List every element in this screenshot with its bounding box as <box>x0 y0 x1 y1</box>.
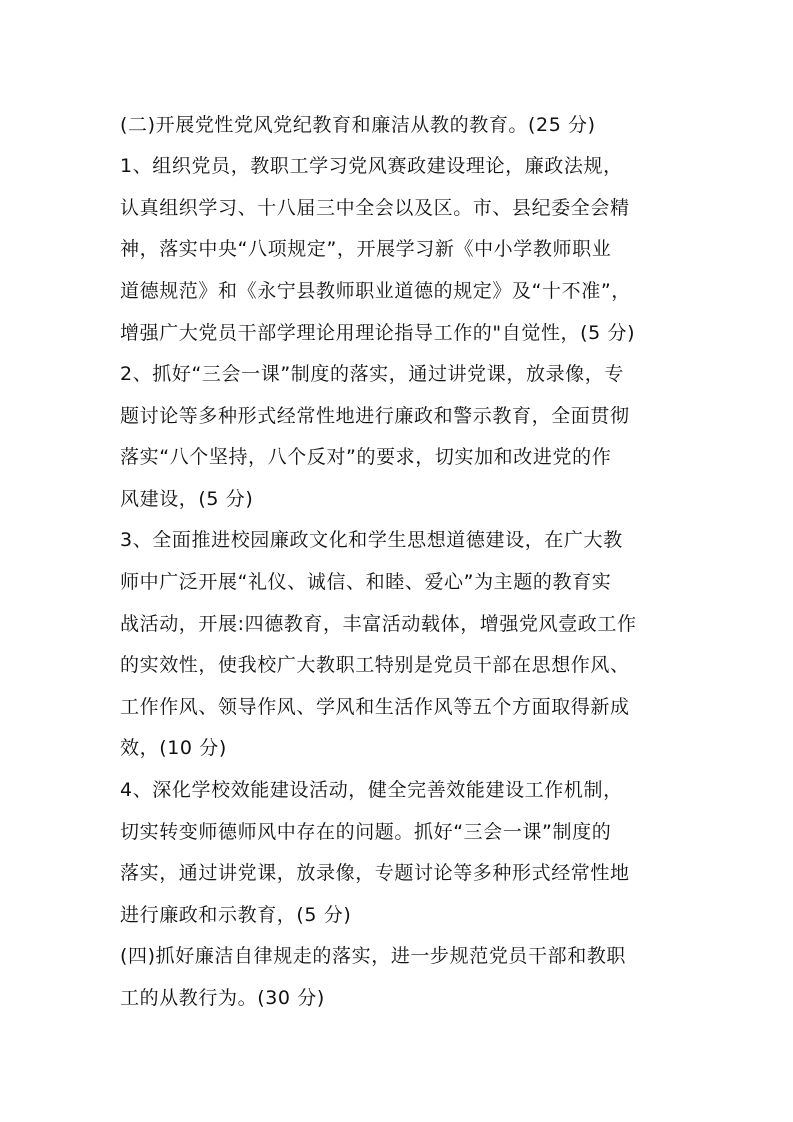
paragraph-line: 1、组织党员，教职工学习党风赛政建设理论，廉政法规， <box>120 155 623 177</box>
paragraph-line: 工作作风、领导作风、学风和生活作风等五个方面取得新成 <box>120 696 630 718</box>
paragraph-line: 题讨论等多种形式经常性地进行廉政和警示教育，全面贯彻 <box>120 405 630 427</box>
paragraph-line: 道德规范》和《永宁县教师职业道德的规定》及“十不准”， <box>120 280 631 302</box>
paragraph-line: 落实“八个坚持，八个反对”的要求，切实加和改进党的作 <box>120 446 612 468</box>
paragraph-line: 增强广大党员干部学理论用理论指导工作的"自觉性，(5 分) <box>120 322 636 344</box>
paragraph-line: 进行廉政和示教育，(5 分) <box>120 904 352 926</box>
paragraph-line: 效，(10 分) <box>120 737 227 759</box>
paragraph-line: 2、抓好“三会一课”制度的落实，通过讲党课，放录像，专 <box>120 363 624 385</box>
paragraph-line: 师中广泛开展“礼仪、诚信、和睦、爱心”为主题的教育实 <box>120 571 612 593</box>
paragraph-line: 的实效性，使我校广大教职工特别是党员干部在思想作风、 <box>120 654 630 676</box>
paragraph-line: 切实转变师德师风中存在的问题。抓好“三会一课”制度的 <box>120 821 612 843</box>
paragraph-line: 战活动，开展:四德教育，丰富活动载体，增强党风壹政工作 <box>120 613 637 635</box>
paragraph-line: 认真组织学习、十八届三中全会以及区。市、县纪委全会精 <box>120 197 630 219</box>
paragraph-line: 风建设，(5 分) <box>120 488 254 510</box>
paragraph-line: 4、深化学校效能建设活动，健全完善效能建设工作机制， <box>120 779 623 801</box>
section-heading-2: (二)开展党性党风党纪教育和廉洁从教的教育。(25 分) <box>120 114 596 136</box>
paragraph-line: 工的从教行为。(30 分) <box>120 987 325 1009</box>
paragraph-line: 3、全面推进校园廉政文化和学生思想道德建设，在广大教 <box>120 529 623 551</box>
paragraph-line: 落实，通过讲党课，放录像，专题讨论等多种形式经常性地 <box>120 862 630 884</box>
paragraph-line: 神，落实中央“八项规定”，开展学习新《中小学教师职业 <box>120 238 612 260</box>
section-heading-4: (四)抓好廉洁自律规走的落实，进一步规范党员干部和教职 <box>120 945 627 967</box>
